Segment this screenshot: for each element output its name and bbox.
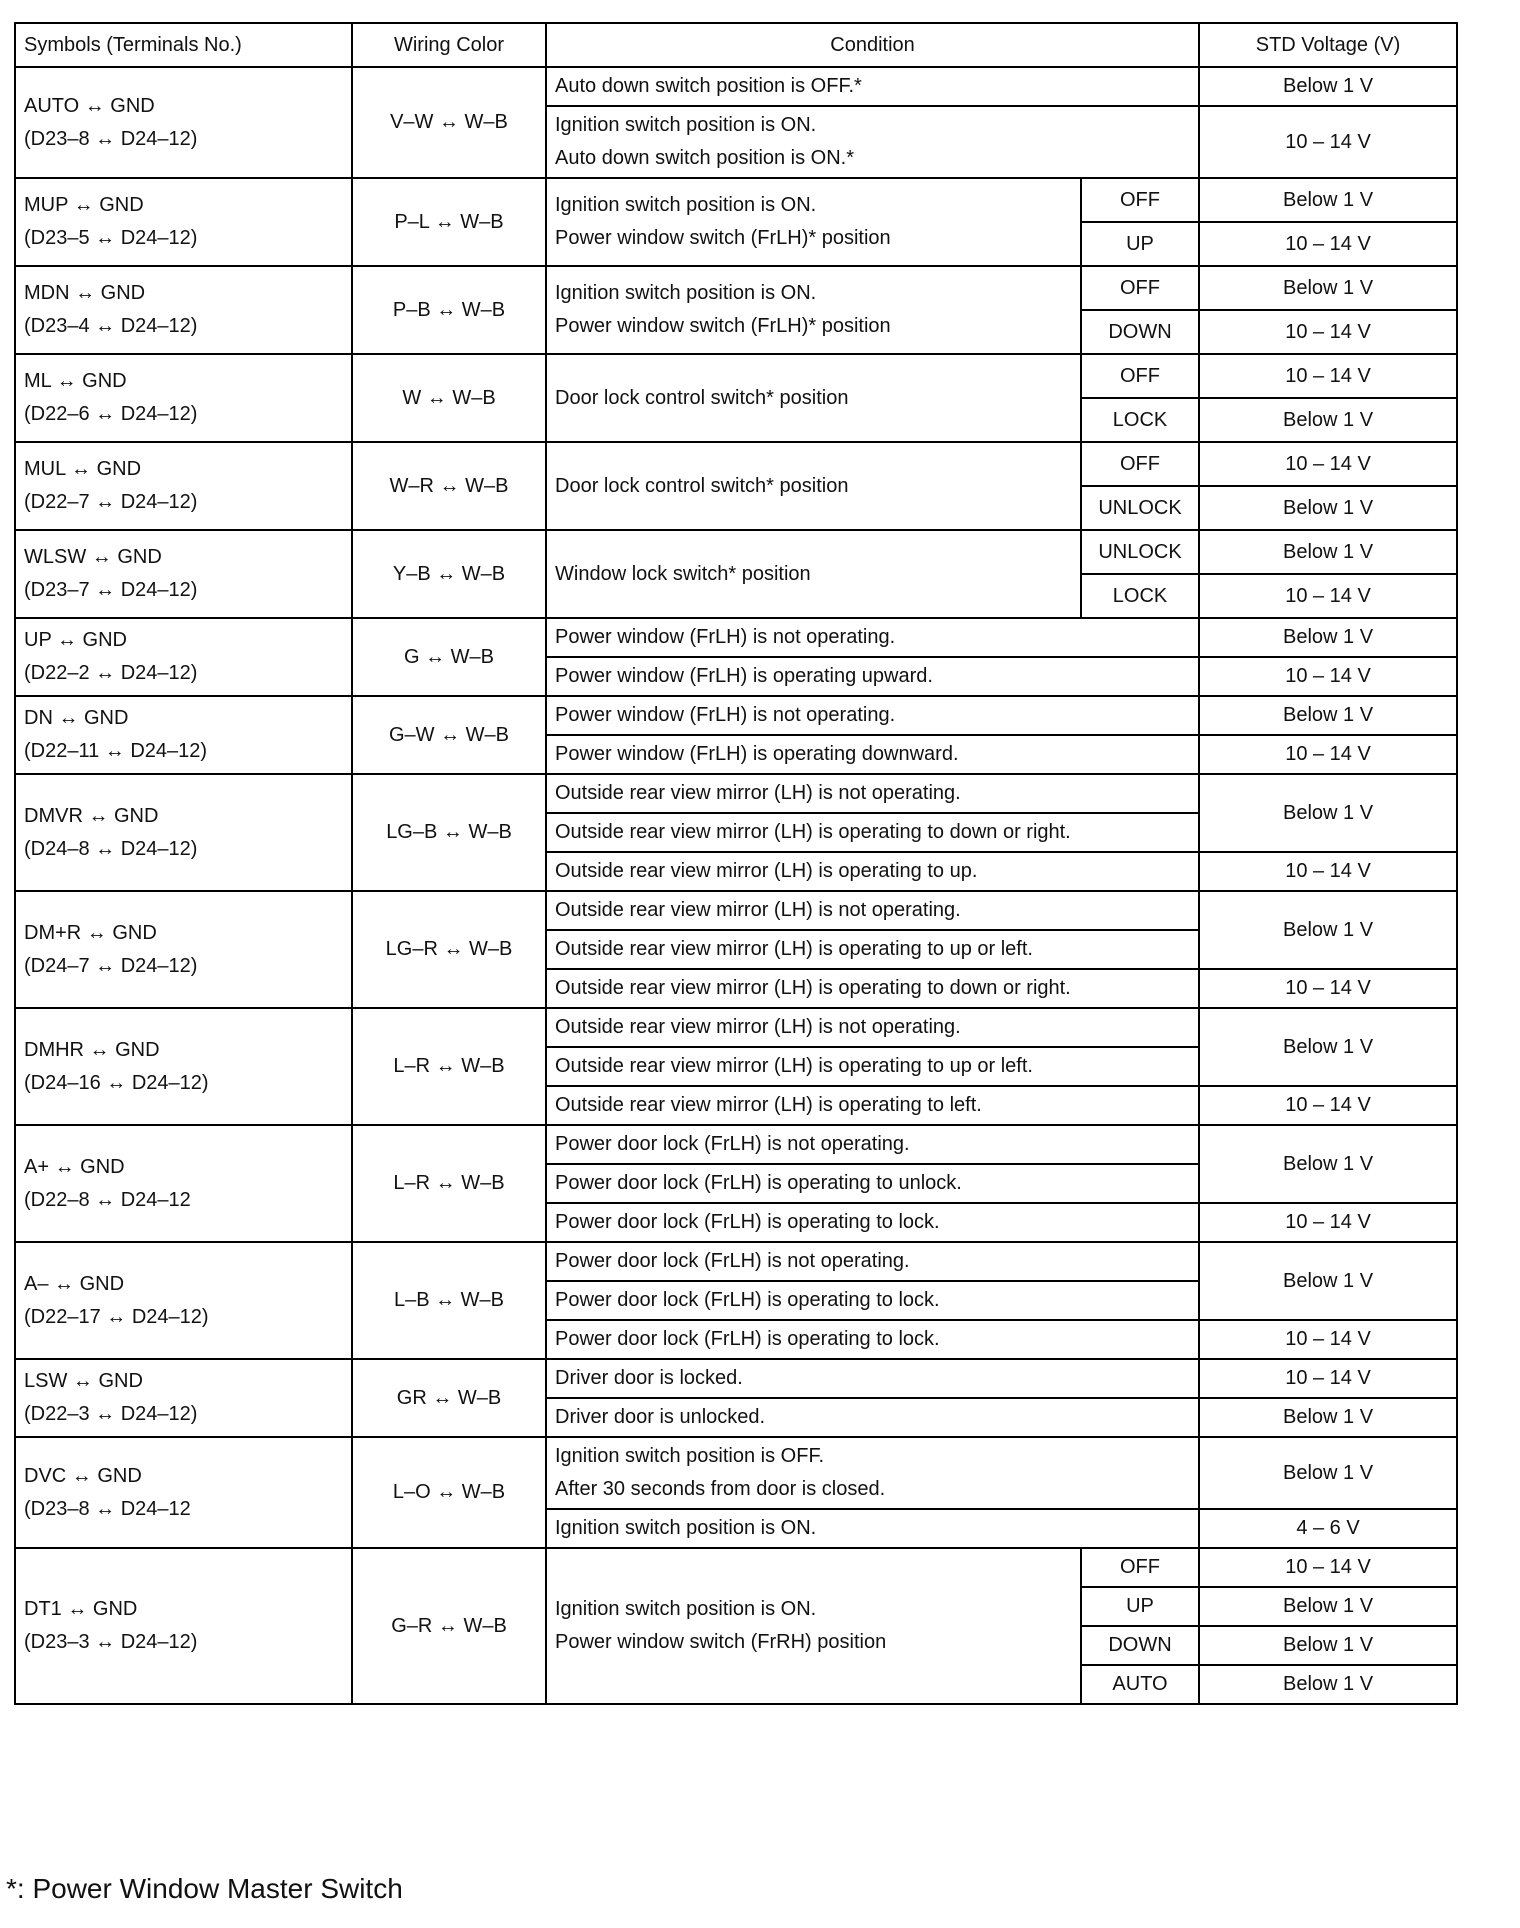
condition-line: Power door lock (FrLH) is operating to unlock. bbox=[555, 1172, 962, 1194]
condition-line: Power window (FrLH) is not operating. bbox=[555, 704, 896, 726]
condition-line: Door lock control switch* position bbox=[555, 474, 849, 497]
condition-cell bbox=[546, 266, 1081, 354]
std-voltage-cell: Below 1 V bbox=[1199, 530, 1457, 574]
switch-position-cell: OFF bbox=[1081, 354, 1199, 398]
symbol-cell bbox=[15, 1008, 352, 1125]
header-wiring-color: Wiring Color bbox=[352, 23, 546, 67]
terminal-numbers: (D23–3 ↔ D24–12) bbox=[24, 1631, 198, 1653]
condition-cell bbox=[546, 1437, 1199, 1509]
condition-cell bbox=[546, 735, 1199, 774]
condition-cell bbox=[546, 1203, 1199, 1242]
condition-cell bbox=[546, 354, 1081, 442]
symbol-cell bbox=[15, 178, 352, 266]
condition-line: Power door lock (FrLH) is not operating. bbox=[555, 1250, 910, 1272]
std-voltage-cell: Below 1 V bbox=[1199, 486, 1457, 530]
condition-cell bbox=[546, 969, 1199, 1008]
terminal-numbers: (D22–11 ↔ D24–12) bbox=[24, 740, 208, 762]
condition-line: Auto down switch position is ON.* bbox=[555, 147, 855, 169]
condition-cell bbox=[546, 1281, 1199, 1320]
symbol-cell bbox=[15, 1242, 352, 1359]
wiring-color-cell: L–R ↔ W–B bbox=[352, 1008, 546, 1125]
switch-position-cell: LOCK bbox=[1081, 398, 1199, 442]
std-voltage-cell: 10 – 14 V bbox=[1199, 969, 1457, 1008]
terminal-numbers: (D23–4 ↔ D24–12) bbox=[24, 315, 198, 337]
condition-cell bbox=[546, 67, 1199, 106]
table-row bbox=[15, 1548, 1457, 1587]
std-voltage-cell: Below 1 V bbox=[1199, 1008, 1457, 1086]
std-voltage-cell: 10 – 14 V bbox=[1199, 1086, 1457, 1125]
terminal-symbol: MDN ↔ GND bbox=[24, 282, 146, 304]
terminal-numbers: (D24–16 ↔ D24–12) bbox=[24, 1071, 209, 1094]
std-voltage-cell: Below 1 V bbox=[1199, 1125, 1457, 1203]
terminal-numbers: (D22–3 ↔ D24–12) bbox=[24, 1403, 198, 1425]
symbol-cell bbox=[15, 618, 352, 696]
condition-line: Outside rear view mirror (LH) is operating to left. bbox=[555, 1094, 982, 1116]
condition-cell bbox=[546, 930, 1199, 969]
terminal-symbol: DT1 ↔ GND bbox=[24, 1598, 138, 1620]
condition-cell bbox=[546, 530, 1081, 618]
table-row bbox=[15, 67, 1457, 106]
table-row bbox=[15, 891, 1457, 930]
terminal-numbers: (D24–8 ↔ D24–12) bbox=[24, 837, 198, 860]
condition-cell bbox=[546, 1008, 1199, 1047]
std-voltage-cell: Below 1 V bbox=[1199, 891, 1457, 969]
switch-position-cell: OFF bbox=[1081, 1548, 1199, 1587]
std-voltage-cell: Below 1 V bbox=[1199, 696, 1457, 735]
condition-line: Power door lock (FrLH) is not operating. bbox=[555, 1133, 910, 1155]
terminal-numbers: (D24–7 ↔ D24–12) bbox=[24, 954, 198, 977]
std-voltage-cell: Below 1 V bbox=[1199, 1398, 1457, 1437]
wiring-color-cell: W–R ↔ W–B bbox=[352, 442, 546, 530]
wiring-color-cell: L–O ↔ W–B bbox=[352, 1437, 546, 1548]
switch-position-cell: DOWN bbox=[1081, 1626, 1199, 1665]
terminal-symbol: UP ↔ GND bbox=[24, 629, 127, 651]
condition-line: Driver door is locked. bbox=[555, 1367, 743, 1389]
terminal-symbol: ML ↔ GND bbox=[24, 370, 127, 392]
terminal-symbol: A+ ↔ GND bbox=[24, 1155, 125, 1178]
condition-line: Ignition switch position is ON. bbox=[555, 194, 817, 216]
switch-position-cell: OFF bbox=[1081, 266, 1199, 310]
symbol-cell bbox=[15, 442, 352, 530]
terminal-symbol: LSW ↔ GND bbox=[24, 1370, 143, 1392]
switch-position-cell: DOWN bbox=[1081, 310, 1199, 354]
table-row bbox=[15, 178, 1457, 222]
terminal-numbers: (D23–5 ↔ D24–12) bbox=[24, 227, 198, 249]
condition-cell bbox=[546, 696, 1199, 735]
std-voltage-cell: 10 – 14 V bbox=[1199, 354, 1457, 398]
symbol-cell bbox=[15, 1437, 352, 1548]
std-voltage-cell: Below 1 V bbox=[1199, 618, 1457, 657]
wiring-color-cell: V–W ↔ W–B bbox=[352, 67, 546, 178]
table-row bbox=[15, 774, 1457, 813]
condition-cell bbox=[546, 1242, 1199, 1281]
symbol-cell bbox=[15, 354, 352, 442]
std-voltage-cell: 10 – 14 V bbox=[1199, 1359, 1457, 1398]
condition-line: Outside rear view mirror (LH) is not operating. bbox=[555, 1016, 961, 1038]
wiring-color-cell: L–R ↔ W–B bbox=[352, 1125, 546, 1242]
condition-line: Outside rear view mirror (LH) is operating to up or left. bbox=[555, 938, 1033, 960]
condition-cell bbox=[546, 178, 1081, 266]
std-voltage-cell: Below 1 V bbox=[1199, 1437, 1457, 1509]
std-voltage-cell: 10 – 14 V bbox=[1199, 1203, 1457, 1242]
std-voltage-cell: Below 1 V bbox=[1199, 398, 1457, 442]
condition-line: Ignition switch position is ON. bbox=[555, 1598, 817, 1620]
condition-line: Power window switch (FrRH) position bbox=[555, 1631, 887, 1653]
terminal-symbol: WLSW ↔ GND bbox=[24, 546, 162, 568]
switch-position-cell: UNLOCK bbox=[1081, 530, 1199, 574]
condition-line: Power window switch (FrLH)* position bbox=[555, 315, 891, 337]
table-row bbox=[15, 442, 1457, 486]
wiring-color-cell: Y–B ↔ W–B bbox=[352, 530, 546, 618]
wiring-color-cell: L–B ↔ W–B bbox=[352, 1242, 546, 1359]
table-row bbox=[15, 1008, 1457, 1047]
condition-line: Power door lock (FrLH) is operating to lock. bbox=[555, 1328, 940, 1350]
terminal-symbol: DN ↔ GND bbox=[24, 707, 129, 729]
switch-position-cell: OFF bbox=[1081, 442, 1199, 486]
condition-line: Ignition switch position is ON. bbox=[555, 114, 817, 136]
footnote: *: Power Window Master Switch bbox=[6, 1873, 403, 1904]
condition-line: Power window (FrLH) is operating upward. bbox=[555, 665, 933, 687]
std-voltage-cell: 10 – 14 V bbox=[1199, 1548, 1457, 1587]
table-row bbox=[15, 266, 1457, 310]
table-row bbox=[15, 1242, 1457, 1281]
symbol-cell bbox=[15, 696, 352, 774]
std-voltage-cell: 10 – 14 V bbox=[1199, 222, 1457, 266]
table-row bbox=[15, 530, 1457, 574]
condition-line: Driver door is unlocked. bbox=[555, 1406, 766, 1428]
condition-line: Door lock control switch* position bbox=[555, 386, 849, 409]
terminal-symbol: MUL ↔ GND bbox=[24, 458, 142, 480]
header-condition: Condition bbox=[546, 23, 1199, 67]
symbol-cell bbox=[15, 266, 352, 354]
table-row bbox=[15, 1359, 1457, 1398]
header-row bbox=[15, 23, 1457, 67]
condition-cell bbox=[546, 618, 1199, 657]
terminal-numbers: (D23–7 ↔ D24–12) bbox=[24, 579, 198, 601]
header-std-voltage: STD Voltage (V) bbox=[1199, 23, 1457, 67]
header-symbols: Symbols (Terminals No.) bbox=[15, 23, 352, 67]
condition-line: Outside rear view mirror (LH) is operating to down or right. bbox=[555, 977, 1071, 999]
std-voltage-cell: Below 1 V bbox=[1199, 1587, 1457, 1626]
switch-position-cell: OFF bbox=[1081, 178, 1199, 222]
table-body bbox=[15, 67, 1457, 1704]
condition-cell bbox=[546, 1125, 1199, 1164]
std-voltage-cell: 10 – 14 V bbox=[1199, 442, 1457, 486]
condition-cell bbox=[546, 1398, 1199, 1437]
condition-cell bbox=[546, 442, 1081, 530]
std-voltage-cell: 10 – 14 V bbox=[1199, 1320, 1457, 1359]
symbol-cell bbox=[15, 774, 352, 891]
switch-position-cell: UP bbox=[1081, 222, 1199, 266]
condition-cell bbox=[546, 774, 1199, 813]
condition-cell bbox=[546, 891, 1199, 930]
wiring-color-cell: GR ↔ W–B bbox=[352, 1359, 546, 1437]
symbol-cell bbox=[15, 891, 352, 1008]
terminal-symbol: MUP ↔ GND bbox=[24, 194, 144, 216]
voltage-spec-sheet bbox=[14, 22, 1456, 1705]
std-voltage-cell: 10 – 14 V bbox=[1199, 735, 1457, 774]
std-voltage-cell: Below 1 V bbox=[1199, 178, 1457, 222]
symbol-cell bbox=[15, 1125, 352, 1242]
terminal-numbers: (D22–8 ↔ D24–12 bbox=[24, 1188, 191, 1211]
std-voltage-cell: 10 – 14 V bbox=[1199, 574, 1457, 618]
wiring-color-cell: LG–R ↔ W–B bbox=[352, 891, 546, 1008]
wiring-color-cell: G ↔ W–B bbox=[352, 618, 546, 696]
symbol-cell bbox=[15, 1548, 352, 1704]
terminal-numbers: (D22–2 ↔ D24–12) bbox=[24, 662, 198, 684]
condition-line: Outside rear view mirror (LH) is operating to down or right. bbox=[555, 821, 1071, 843]
terminal-symbol: AUTO ↔ GND bbox=[24, 94, 155, 117]
condition-cell bbox=[546, 1548, 1081, 1704]
std-voltage-cell: Below 1 V bbox=[1199, 1242, 1457, 1320]
table-row bbox=[15, 696, 1457, 735]
table-row bbox=[15, 1125, 1457, 1164]
condition-line: Power window switch (FrLH)* position bbox=[555, 227, 891, 249]
std-voltage-cell: 10 – 14 V bbox=[1199, 310, 1457, 354]
wiring-color-cell: LG–B ↔ W–B bbox=[352, 774, 546, 891]
condition-cell bbox=[546, 1164, 1199, 1203]
terminal-voltage-table bbox=[14, 22, 1458, 1705]
std-voltage-cell: 10 – 14 V bbox=[1199, 106, 1457, 178]
condition-line: Outside rear view mirror (LH) is not operating. bbox=[555, 899, 961, 921]
condition-line: Ignition switch position is ON. bbox=[555, 1517, 817, 1539]
std-voltage-cell: 10 – 14 V bbox=[1199, 852, 1457, 891]
std-voltage-cell: Below 1 V bbox=[1199, 774, 1457, 852]
condition-cell bbox=[546, 1086, 1199, 1125]
condition-line: Window lock switch* position bbox=[555, 562, 811, 585]
std-voltage-cell: 10 – 14 V bbox=[1199, 657, 1457, 696]
wiring-color-cell: G–W ↔ W–B bbox=[352, 696, 546, 774]
condition-line: Power door lock (FrLH) is operating to lock. bbox=[555, 1211, 940, 1233]
std-voltage-cell: Below 1 V bbox=[1199, 1665, 1457, 1704]
wiring-color-cell: W ↔ W–B bbox=[352, 354, 546, 442]
condition-line: Ignition switch position is OFF. bbox=[555, 1445, 824, 1467]
condition-cell bbox=[546, 813, 1199, 852]
condition-line: Outside rear view mirror (LH) is operating to up. bbox=[555, 860, 978, 882]
wiring-color-cell: P–B ↔ W–B bbox=[352, 266, 546, 354]
condition-cell bbox=[546, 657, 1199, 696]
condition-cell bbox=[546, 106, 1199, 178]
std-voltage-cell: 4 – 6 V bbox=[1199, 1509, 1457, 1548]
terminal-symbol: DMHR ↔ GND bbox=[24, 1038, 160, 1061]
condition-line: After 30 seconds from door is closed. bbox=[555, 1478, 886, 1500]
table-row bbox=[15, 618, 1457, 657]
condition-cell bbox=[546, 1047, 1199, 1086]
condition-line: Power door lock (FrLH) is operating to lock. bbox=[555, 1289, 940, 1311]
terminal-symbol: DM+R ↔ GND bbox=[24, 921, 157, 944]
terminal-numbers: (D23–8 ↔ D24–12) bbox=[24, 127, 198, 150]
condition-cell bbox=[546, 852, 1199, 891]
condition-cell bbox=[546, 1359, 1199, 1398]
terminal-symbol: DMVR ↔ GND bbox=[24, 804, 159, 827]
wiring-color-cell: G–R ↔ W–B bbox=[352, 1548, 546, 1704]
switch-position-cell: UP bbox=[1081, 1587, 1199, 1626]
symbol-cell bbox=[15, 530, 352, 618]
switch-position-cell: UNLOCK bbox=[1081, 486, 1199, 530]
switch-position-cell: AUTO bbox=[1081, 1665, 1199, 1704]
terminal-numbers: (D22–17 ↔ D24–12) bbox=[24, 1305, 209, 1328]
condition-line: Power window (FrLH) is not operating. bbox=[555, 626, 896, 648]
table-row bbox=[15, 354, 1457, 398]
wiring-color-cell: P–L ↔ W–B bbox=[352, 178, 546, 266]
terminal-numbers: (D22–7 ↔ D24–12) bbox=[24, 491, 198, 513]
condition-line: Outside rear view mirror (LH) is operating to up or left. bbox=[555, 1055, 1033, 1077]
condition-cell bbox=[546, 1320, 1199, 1359]
terminal-symbol: A– ↔ GND bbox=[24, 1272, 125, 1295]
std-voltage-cell: Below 1 V bbox=[1199, 67, 1457, 106]
condition-line: Auto down switch position is OFF.* bbox=[555, 75, 862, 97]
terminal-numbers: (D23–8 ↔ D24–12 bbox=[24, 1497, 191, 1520]
std-voltage-cell: Below 1 V bbox=[1199, 266, 1457, 310]
symbol-cell bbox=[15, 67, 352, 178]
switch-position-cell: LOCK bbox=[1081, 574, 1199, 618]
terminal-numbers: (D22–6 ↔ D24–12) bbox=[24, 403, 198, 425]
condition-line: Power window (FrLH) is operating downward. bbox=[555, 743, 959, 765]
symbol-cell bbox=[15, 1359, 352, 1437]
table-row bbox=[15, 1437, 1457, 1509]
condition-line: Outside rear view mirror (LH) is not operating. bbox=[555, 782, 961, 804]
terminal-symbol: DVC ↔ GND bbox=[24, 1464, 142, 1487]
condition-line: Ignition switch position is ON. bbox=[555, 282, 817, 304]
condition-cell bbox=[546, 1509, 1199, 1548]
std-voltage-cell: Below 1 V bbox=[1199, 1626, 1457, 1665]
